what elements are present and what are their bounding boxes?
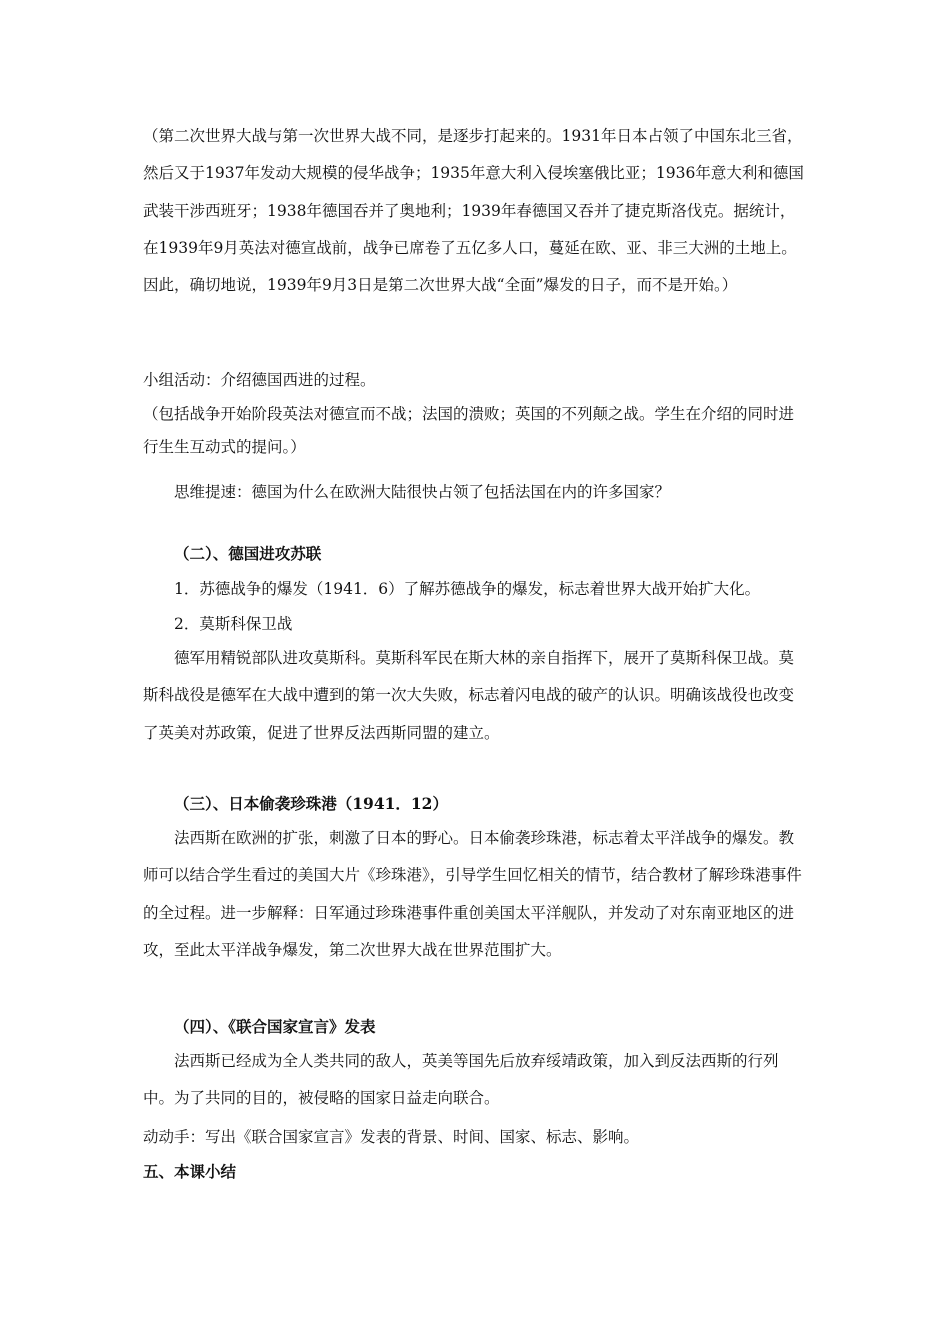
- paragraph-soviet-german-war: 1．苏德战争的爆发（1941．6）了解苏德战争的爆发，标志着世界大战开始扩大化。: [174, 580, 761, 598]
- section-heading-lesson-summary: 五、本课小结: [143, 1162, 237, 1181]
- paragraph-group-activity: 小组活动：介绍德国西进的过程。: [143, 371, 376, 389]
- paragraph-moscow-defense-title: 2．莫斯科保卫战: [174, 615, 293, 633]
- paragraph-pearl-harbor: 法西斯在欧洲的扩张，刺激了日本的野心。日本偷袭珍珠港，标志着太平洋战争的爆发。教师可以结合学生看过的美国大片《珍珠港》，引导学生回忆相关的情节，结合教材了解珍珠港事件的全过程。进一步解释：日军通过珍珠港事件重创美国太平洋舰队，并发动了对东南亚地区的进攻，至此太平洋战争爆发，第二次世界大战在世界范围扩大。: [143, 829, 802, 959]
- section-heading-un-declaration: （四）、《联合国家宣言》发表: [174, 1017, 376, 1036]
- paragraph-moscow-battle: 德军用精锐部队进攻莫斯科。莫斯科军民在斯大林的亲自指挥下，展开了莫斯科保卫战。莫斯科战役是德军在大战中遭到的第一次大失败，标志着闪电战的破产的认识。明确该战役也改变了英美对苏政策，促进了世界反法西斯同盟的建立。: [143, 649, 795, 742]
- paragraph-thinking-question: 思维提速：德国为什么在欧洲大陆很快占领了包括法国在内的许多国家？: [174, 483, 671, 501]
- section-heading-pearl-harbor: （三）、日本偷袭珍珠港（1941．12）: [174, 794, 448, 813]
- paragraph-ww2-gradual-outbreak: （第二次世界大战与第一次世界大战不同，是逐步打起来的。1931年日本占领了中国东北三省，然后又于1937年发动大规模的侵华战争；1935年意大利入侵埃塞俄比亚；1936年意大利和德国武装干涉西班牙；1938年德国吞并了奥地利；1939年春德国又吞并了捷克斯洛伐克。据统计，在1939年9月英法对德宣战前，战争已席卷了五亿多人口，蔓延在欧、亚、非三大洲的土地上。因此，确切地说，1939年9月3日是第二次世界大战“全面”爆发的日子，而不是开始。）: [143, 127, 804, 295]
- paragraph-hands-on-task: 动动手：写出《联合国家宣言》发表的背景、时间、国家、标志、影响。: [143, 1128, 640, 1146]
- paragraph-germany-west-details: （包括战争开始阶段英法对德宣而不战；法国的溃败；英国的不列颠之战。学生在介绍的同时进行生生互动式的提问。）: [143, 405, 795, 456]
- paragraph-allied-union: 法西斯已经成为全人类共同的敌人，英美等国先后放弃绥靖政策，加入到反法西斯的行列中。为了共同的目的，被侵略的国家日益走向联合。: [143, 1052, 779, 1108]
- section-heading-germany-attacks-ussr: （二）、德国进攻苏联: [174, 544, 322, 563]
